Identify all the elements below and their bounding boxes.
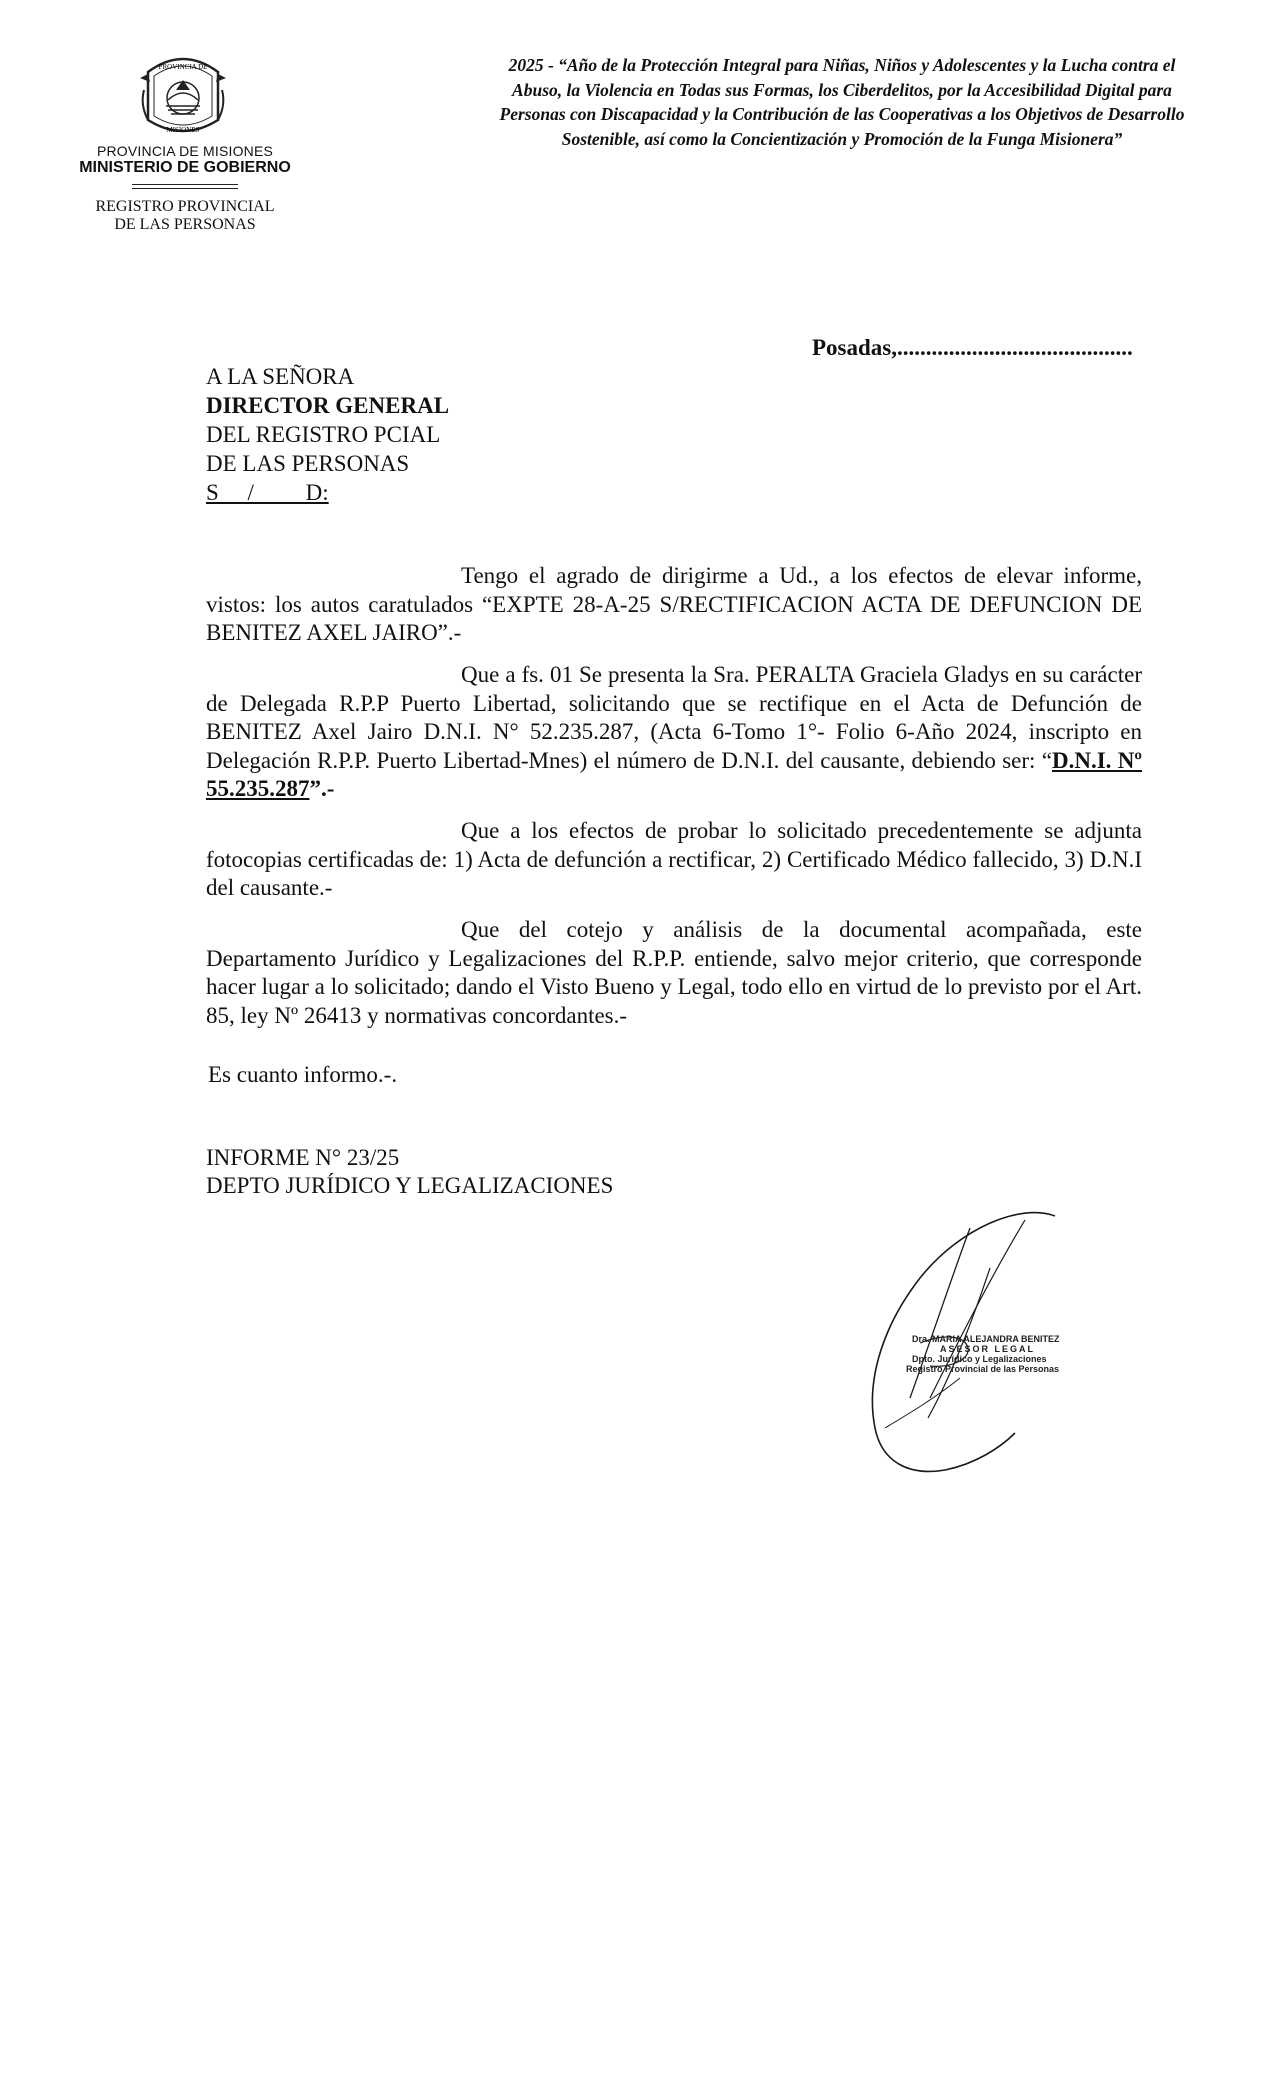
stamp-department: Dpto. Jurídico y Legalizaciones [912, 1354, 1047, 1364]
addressee-line1: A LA SEÑORA [206, 364, 355, 389]
addressee-sd: S / D: [206, 480, 329, 505]
stamp-institution: Registro Provincial de las Personas [906, 1364, 1060, 1374]
header-divider [132, 184, 238, 185]
seal-text-bottom: MISIONES [166, 126, 200, 134]
place-date: Posadas,......................................... [812, 335, 1133, 360]
stamp-name: Dra. MARIA ALEJANDRA BENITEZ [912, 1334, 1060, 1344]
paragraph-request-end: ”.- [309, 776, 335, 801]
addressee-line3: DEL REGISTRO PCIAL [206, 422, 441, 447]
paragraph-attachments: Que a los efectos de probar lo solicitado precedentemente se adjunta fotocopias certificadas de: 1) Acta de defunción a rectificar, 2) Certificado Médico fallecido, 3) D.N.I del causante.- [206, 818, 1142, 900]
provincial-seal-icon [138, 50, 228, 140]
addressee-line4: DE LAS PERSONAS [206, 451, 410, 476]
corrected-dni: D.N.I. Nº 55.235.287 [206, 747, 1143, 801]
province-name: PROVINCIA DE MISIONES [96, 143, 274, 159]
closing-line: Es cuanto informo.-. [208, 1062, 398, 1087]
department-name: DEPTO JURÍDICO Y LEGALIZACIONES [206, 1173, 614, 1198]
paragraph-intro: Tengo el agrado de dirigirme a Ud., a los efectos de elevar informe, vistos: los autos caratulados “EXPTE 28-A-25 S/RECTIFICACION ACTA DE DEFUNCION DE BENITEZ AXEL JAIRO”.- [206, 563, 1142, 645]
registry-name-line2: DE LAS PERSONAS [114, 216, 256, 233]
paragraph-conclusion: Que del cotejo y análisis de la documental acompañada, este Departamento Jurídico y Legalizaciones del R.P.P. entiende, salvo mejor criterio, que corresponde hacer lugar a lo solicitado; dando el Visto Bueno y Legal, todo ello en virtud de lo previsto por el Art. 85, ley Nº 26413 y normativas concordantes.- [206, 917, 1142, 1028]
year-motto [482, 53, 1202, 151]
paragraph-request-text: Que a fs. 01 Se presenta la Sra. PERALTA Graciela Gladys en su carácter de Delegada R.P.P Puerto Libertad, solicitando que se rectifique en el Acta de Defunción de BENITEZ Axel Jairo D.N.I. N° 52.235.287, (Acta 6-Tomo 1°- Folio 6-Año 2024, inscripto en Delegación R.P.P. Puerto Libertad-Mnes) el número de D.N.I. del causante, debiendo ser: “ [206, 662, 1142, 773]
motto-year: 2025 [508, 55, 544, 75]
stamp-role: ASESOR LEGAL [940, 1344, 1036, 1354]
report-number: INFORME N° 23/25 [206, 1145, 400, 1170]
seal-text-top: PROVINCIA DE [158, 63, 208, 71]
header-divider [132, 188, 238, 189]
registry-name-line1: REGISTRO PROVINCIAL [95, 198, 275, 215]
motto-text: - “Año de la Protección Integral para Niñas, Niños y Adolescentes y la Lucha contra el Abuso, la Violencia en Todas sus Formas, los Ciberdelitos, por la Accesibilidad Digital para Personas con Discapacidad y la Contribución de las Cooperativas a los Objetivos de Desarrollo Sostenible, así como la Concientización y Promoción de la Funga Misionera” [499, 55, 1185, 149]
paragraph-request [206, 661, 1142, 804]
addressee-title: DIRECTOR GENERAL [206, 393, 450, 418]
ministry-name: MINISTERIO DE GOBIERNO [79, 159, 291, 176]
